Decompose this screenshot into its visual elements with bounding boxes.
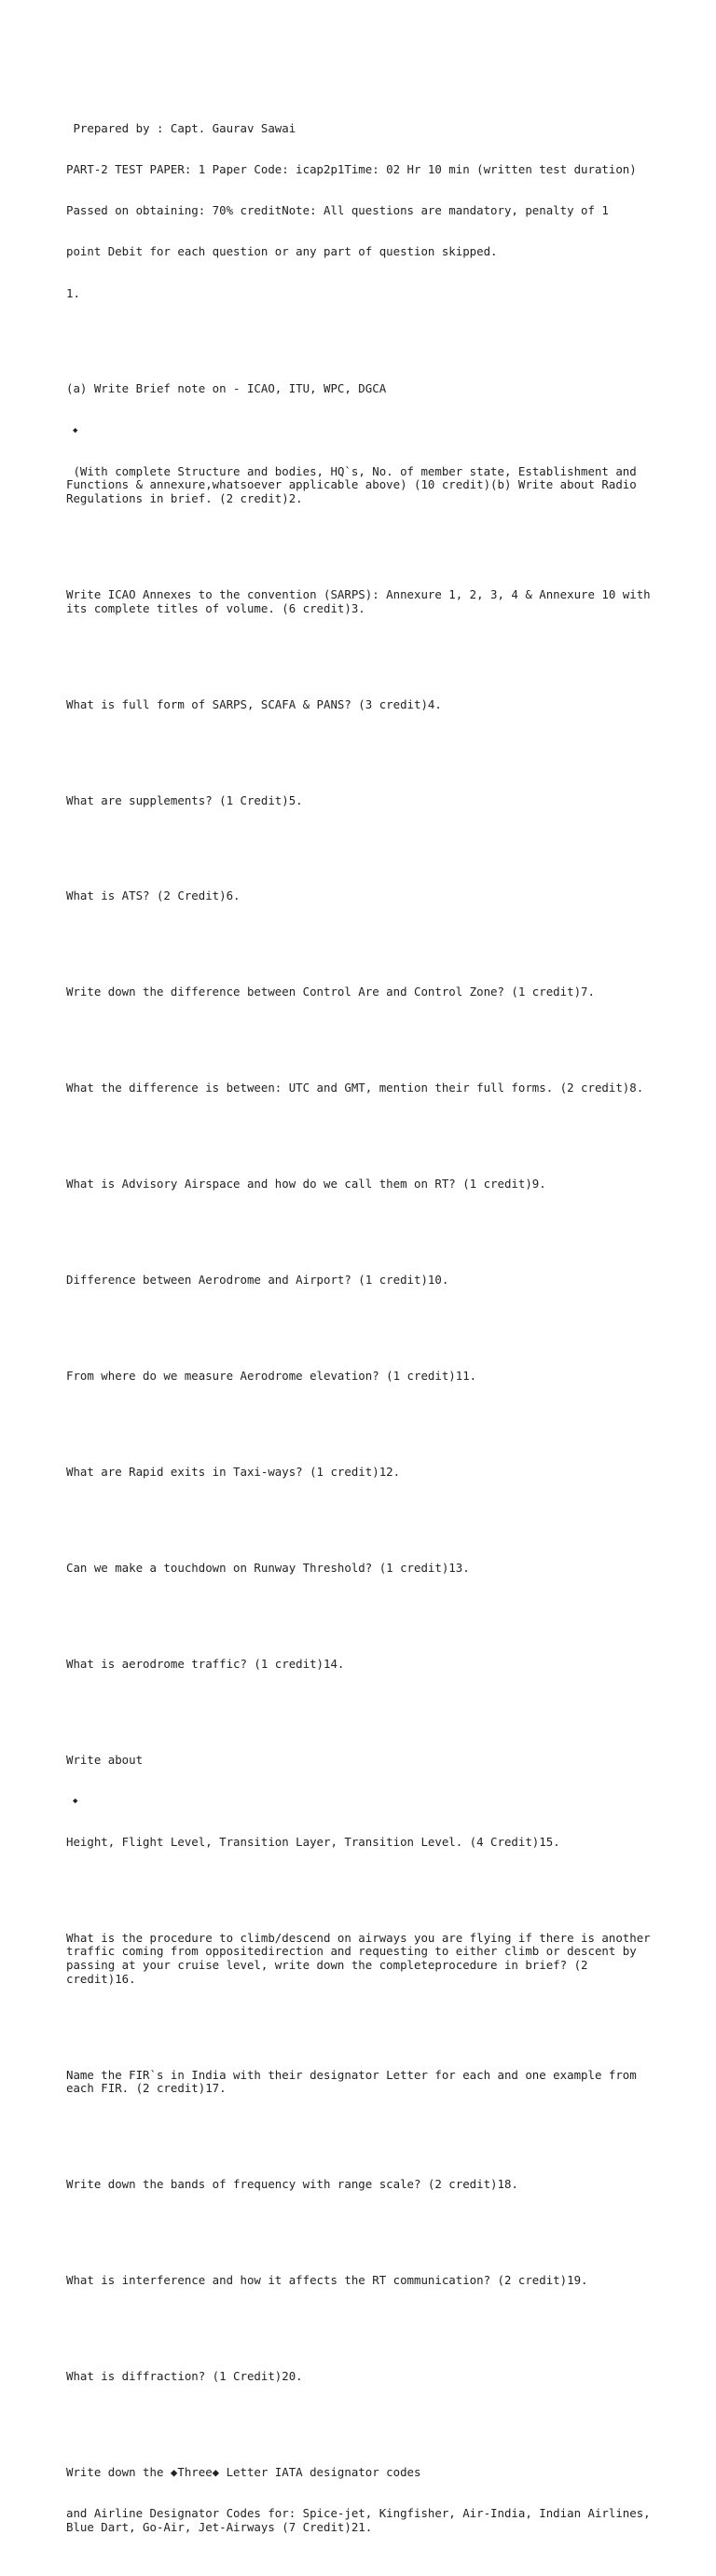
question-5: What is ATS? (2 Credit)6. (66, 889, 241, 903)
question-13: What is aerodrome traffic? (1 credit)14. (66, 1656, 345, 1671)
question-20b: and Airline Designator Codes for: Spice-jet, Kingfisher, Air-India, Indian Airlines, Blue Dart, Go-Air, Jet-Airways (7 Credit)21. (66, 2506, 658, 2534)
question-1a: (a) Write Brief note on - ICAO, ITU, WPC, DGCA (66, 381, 387, 396)
question-8: What is Advisory Airspace and how do we call them on RT? (1 credit)9. (66, 1177, 546, 1192)
pass-criteria-line: Passed on obtaining: 70% creditNote: All questions are mandatory, penalty of 1 (66, 203, 609, 218)
question-7: What the difference is between: UTC and GMT, mention their full forms. (2 credit)8. (66, 1081, 644, 1095)
paper-info-line: PART-2 TEST PAPER: 1 Paper Code: icap2p1Time: 02 Hr 10 min (written test duration) (66, 162, 637, 177)
question-14b: Height, Flight Level, Transition Layer, Transition Level. (4 Credit)15. (66, 1834, 560, 1849)
question-3: What is full form of SARPS, SCAFA & PANS? (3 credit)4. (66, 696, 442, 711)
question-19: What is diffraction? (1 Credit)20. (66, 2369, 303, 2384)
question-2: Write ICAO Annexes to the convention (SARPS): Annexure 1, 2, 3, 4 & Annexure 10 with its complete titles of volume. (6 credit)3. (66, 586, 658, 615)
document-body (66, 81, 663, 2576)
question-15: What is the procedure to climb/descend on airways you are flying if there is another traffic coming from oppositedirection and requesting to either climb or descent by passing at your cruise level, write down the completeprocedure in brief? (2 credit)16. (66, 1930, 658, 1986)
question-14a: Write about (66, 1752, 144, 1767)
question-9: Difference between Aerodrome and Airport? (1 credit)10. (66, 1273, 449, 1288)
question-10: From where do we measure Aerodrome elevation? (1 credit)11. (66, 1368, 477, 1383)
diamond-bullet-icon: ◆ (73, 425, 78, 435)
prepared-by-line: Prepared by : Capt. Gaurav Sawai (66, 121, 296, 136)
question-17: Write down the bands of frequency with range scale? (2 credit)18. (66, 2177, 518, 2192)
question-number-1: 1. (66, 285, 80, 300)
question-12: Can we make a touchdown on Runway Threshold? (1 credit)13. (66, 1560, 470, 1575)
diamond-bullet-icon: ◆ (73, 1796, 78, 1806)
question-18: What is interference and how it affects the RT communication? (2 credit)19. (66, 2273, 588, 2288)
question-6: Write down the difference between Control Are and Control Zone? (1 credit)7. (66, 985, 595, 999)
question-20a: Write down the ◆Three◆ Letter IATA designator codes (66, 2465, 421, 2480)
question-11: What are Rapid exits in Taxi-ways? (1 credit)12. (66, 1464, 401, 1479)
question-4: What are supplements? (1 Credit)5. (66, 792, 303, 807)
penalty-note-line: point Debit for each question or any part of question skipped. (66, 244, 498, 259)
question-1b: (With complete Structure and bodies, HQ`s, No. of member state, Establishment and Functions & annexure,whatsoever applicable above) (10 credit)(b) Write about Radio Regulations in brief. (2 credit)2. (66, 463, 644, 506)
question-16: Name the FIR`s in India with their designator Letter for each and one example from each FIR. (2 credit)17. (66, 2067, 644, 2096)
